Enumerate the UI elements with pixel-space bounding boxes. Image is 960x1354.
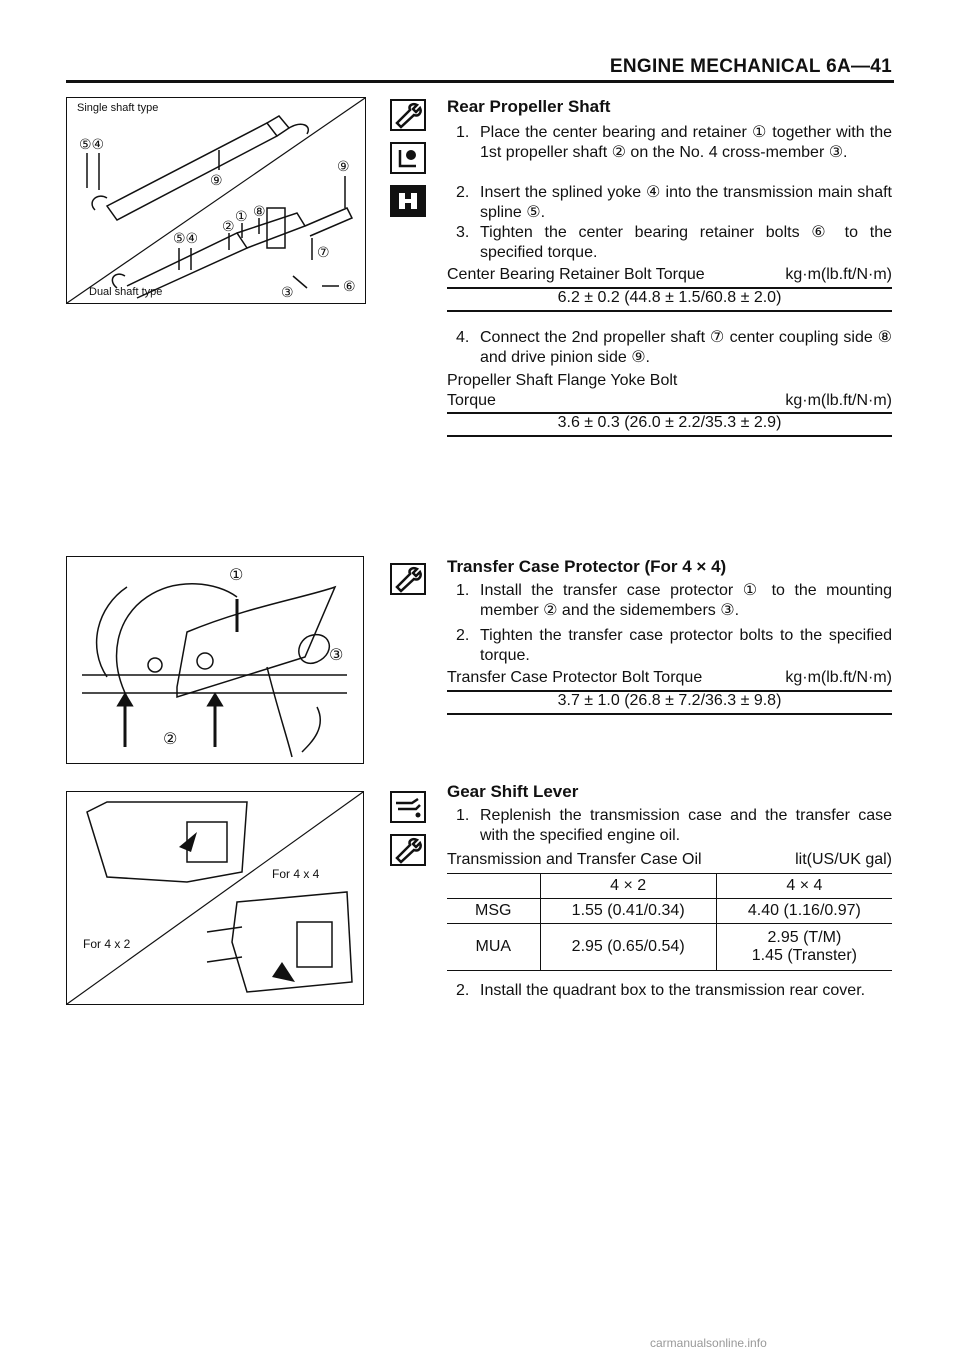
spec-unit: kg·m(lb.ft/N·m) — [785, 266, 892, 283]
watermark: carmanualsonline.info — [650, 1336, 767, 1350]
spec-value: 3.7 ± 1.0 (26.8 ± 7.2/36.3 ± 9.8) — [557, 692, 782, 709]
callout-7: ⑦ — [317, 244, 330, 260]
spec-unit: kg·m(lb.ft/N·m) — [785, 669, 892, 686]
spec-label: Transfer Case Protector Bolt Torque — [447, 669, 703, 686]
table-cell — [716, 924, 892, 971]
spec-rule — [447, 310, 892, 312]
section-title-gear-shift: Gear Shift Lever — [447, 782, 579, 801]
step-text: Install the quadrant box to the transmission rear cover. — [480, 982, 866, 999]
step-4 — [456, 328, 892, 368]
torque-tool-icon — [390, 185, 426, 217]
callout-1: ① — [229, 567, 244, 584]
step-1 — [456, 581, 892, 621]
page-header: ENGINE MECHANICAL 6A—41 — [609, 56, 892, 77]
callout-3: ③ — [329, 647, 344, 664]
table-row — [447, 899, 892, 924]
callout-1: ① — [235, 208, 248, 224]
callout-2: ② — [222, 218, 235, 234]
spec-label: Transmission and Transfer Case Oil — [447, 851, 702, 868]
table-cell: 4.40 (1.16/0.97) — [716, 899, 892, 924]
spec-unit: kg·m(lb.ft/N·m) — [785, 392, 892, 409]
spec-center-bearing — [447, 266, 892, 286]
step-number: 2. — [456, 982, 470, 999]
table-cell: MSG — [475, 902, 512, 919]
spec-value: 3.6 ± 0.3 (26.0 ± 2.2/35.3 ± 2.9) — [557, 414, 782, 431]
step-number: 1. — [456, 124, 470, 141]
table-cell: 2.95 (0.65/0.54) — [540, 924, 716, 971]
table-header-cell: 4 × 2 — [540, 874, 716, 899]
step-text: Insert the splined yoke ④ into the transmission main shaft spline ⑤. — [480, 184, 892, 221]
step-1 — [456, 806, 892, 846]
step-2 — [456, 626, 892, 666]
step-2 — [456, 183, 892, 223]
callout-9-left: ⑨ — [210, 172, 223, 188]
table-header-cell: 4 × 4 — [716, 874, 892, 899]
step-text: Place the center bearing and retainer ① together with the 1st propeller shaft ② on the No. 4 cross-member ③. — [480, 124, 892, 161]
step-3 — [456, 223, 892, 263]
oil-can-icon — [390, 791, 426, 823]
callout-2: ② — [163, 731, 178, 748]
spec-value: 6.2 ± 0.2 (44.8 ± 1.5/60.8 ± 2.0) — [557, 289, 782, 306]
figure-propeller-shaft — [66, 97, 366, 304]
dual-shaft-label: Dual shaft type — [89, 286, 163, 298]
wrench-icon — [390, 834, 426, 866]
callout-8: ⑧ — [253, 203, 266, 219]
wrench-icon — [390, 99, 426, 131]
step-text: Install the transfer case protector ① to the mounting member ② and the sidemembers ③. — [480, 582, 892, 619]
transmission-drawing — [67, 792, 363, 1004]
figure-transfer-protector — [66, 556, 364, 764]
callout-5-4-top: ⑤④ — [79, 136, 105, 152]
section-title-transfer-protector: Transfer Case Protector (For 4 × 4) — [447, 557, 727, 576]
step-text: Connect the 2nd propeller shaft ⑦ center coupling side ⑧ and drive pinion side ⑨. — [480, 329, 892, 366]
step-number: 3. — [456, 224, 470, 241]
for-4x4-label: For 4 x 4 — [272, 867, 320, 881]
section-title-rear-propeller: Rear Propeller Shaft — [447, 97, 611, 116]
step-text: Tighten the center bearing retainer bolts ⑥ to the specified torque. — [480, 224, 892, 261]
for-4x2-label: For 4 x 2 — [83, 937, 131, 951]
table-cell-line: 2.95 (T/M) — [767, 929, 842, 946]
table-header-cell — [447, 874, 540, 899]
step-number: 4. — [456, 329, 470, 346]
callout-9-right: ⑨ — [337, 158, 350, 174]
spec-rule — [447, 435, 892, 437]
spec-flange-yoke — [447, 392, 892, 412]
step-number: 2. — [456, 627, 470, 644]
step-1 — [456, 123, 892, 183]
wrench-icon — [390, 563, 426, 595]
step-number: 1. — [456, 807, 470, 824]
callout-3: ③ — [281, 284, 294, 300]
spec-flange-yoke-label: Propeller Shaft Flange Yoke Bolt — [447, 372, 678, 389]
transfer-protector-drawing — [67, 557, 363, 763]
spec-transfer-protector — [447, 669, 892, 689]
callout-6: ⑥ — [343, 278, 356, 294]
spec-label: Center Bearing Retainer Bolt Torque — [447, 266, 705, 283]
step-number: 2. — [456, 184, 470, 201]
spec-oil — [447, 851, 892, 871]
single-shaft-label: Single shaft type — [77, 102, 159, 114]
spec-rule — [447, 713, 892, 715]
table-row — [447, 924, 892, 971]
step-text: Replenish the transmission case and the transfer case with the specified engine oil. — [480, 807, 892, 844]
table-header-row — [447, 874, 892, 899]
table-cell-line: 1.45 (Transter) — [751, 947, 857, 964]
step-number: 1. — [456, 582, 470, 599]
spec-label: Torque — [447, 392, 496, 409]
table-cell: MUA — [475, 938, 512, 955]
oil-capacity-table — [447, 873, 892, 971]
fluid-drop-icon — [390, 142, 426, 174]
callout-5-4-lower: ⑤④ — [173, 230, 199, 246]
propeller-shaft-drawing — [67, 98, 365, 303]
spec-unit: lit(US/UK gal) — [795, 851, 892, 868]
header-rule — [66, 80, 894, 83]
step-text: Tighten the transfer case protector bolts to the specified torque. — [480, 627, 892, 664]
figure-gear-shift — [66, 791, 364, 1005]
table-cell: 1.55 (0.41/0.34) — [540, 899, 716, 924]
step-2 — [456, 981, 892, 1021]
